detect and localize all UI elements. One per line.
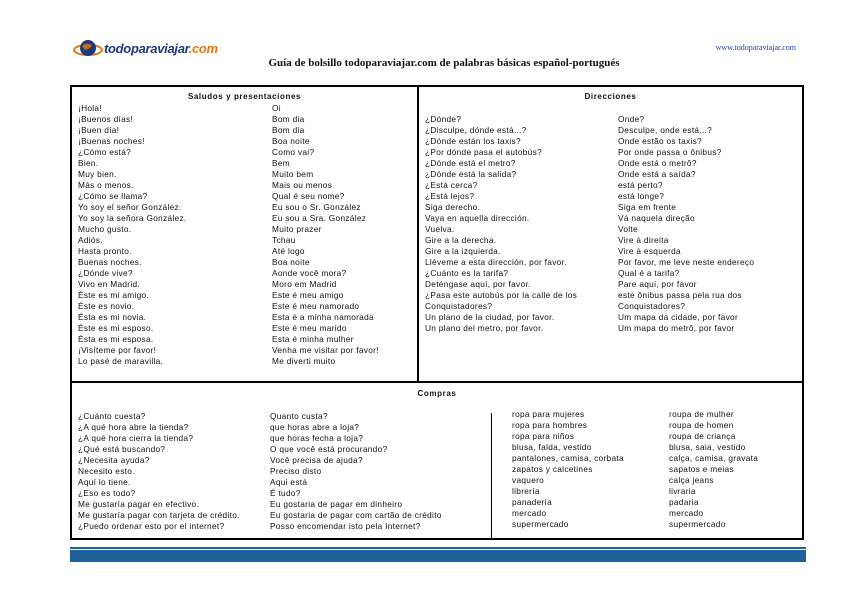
phrase-item: Este é meu amigo xyxy=(272,290,344,300)
logo-text[interactable]: todoparaviajar.com xyxy=(104,41,218,56)
phrase-item: Um mapa do metrô, por favor xyxy=(618,323,735,333)
site-url-link[interactable]: www.todoparaviajar.com xyxy=(715,43,796,52)
phrase-item: calça, camisa, gravata xyxy=(669,453,759,463)
phrase-item: Qual é a tarifa? xyxy=(618,268,680,278)
phrase-item: Necesito esto. xyxy=(78,466,135,476)
phrase-item: Boa noite xyxy=(272,136,310,146)
phrase-item: pantalones, camisa, corbata xyxy=(512,453,624,463)
phrase-item: Buenas noches. xyxy=(78,257,142,267)
phrase-item: Este é meu marido xyxy=(272,323,347,333)
phrase-item: Lo pasé de maravilla. xyxy=(78,356,164,366)
phrase-item: Bem xyxy=(272,158,290,168)
compras-items-portuguese-list xyxy=(669,409,758,530)
phrase-item: É tudo? xyxy=(270,488,301,498)
phrase-item: Qual é seu nome? xyxy=(272,191,345,201)
phrase-item: ¿Por dónde pasa el autobús? xyxy=(425,147,542,157)
phrase-item: Siga em frente xyxy=(618,202,677,212)
section-title-saludos: Saludos y presentaciones xyxy=(187,92,302,101)
phrase-item: Bom dia xyxy=(272,114,305,124)
phrase-item: ¿Cómo se llama? xyxy=(78,191,148,201)
phrase-item: Onde estão os taxis? xyxy=(618,136,702,146)
phrase-item: está longe? xyxy=(618,191,665,201)
phrase-item: ¿Cuánto es la tarifa? xyxy=(425,268,509,278)
phrase-item: Eu gostaria de pagar em dinheiro xyxy=(270,499,403,509)
phrase-item: Bom dia xyxy=(272,125,305,135)
compras-portuguese-list xyxy=(270,411,442,532)
phrase-item: ropa para mujeres xyxy=(512,409,585,419)
phrase-item: Aquí lo tiene. xyxy=(78,477,131,487)
row-divider xyxy=(72,381,802,383)
phrase-item: ¿Dónde está la salida? xyxy=(425,169,517,179)
phrase-item: ¿Dónde? xyxy=(425,114,462,124)
phrase-item: ¿Puedo ordenar esto por el internet? xyxy=(78,521,225,531)
phrase-item: Tchau xyxy=(272,235,296,245)
phrase-item: panadería xyxy=(512,497,553,507)
saludos-portuguese-list xyxy=(272,103,379,367)
phrase-item: Vuelva. xyxy=(425,224,455,234)
phrase-item: Aonde você mora? xyxy=(272,268,347,278)
phrase-item: Quanto custa? xyxy=(270,411,328,421)
phrase-item: Me gustaría pagar en efectivo. xyxy=(78,499,200,509)
phrase-item: ¿Qué está buscando? xyxy=(78,444,166,454)
phrase-item: Mucho gusto. xyxy=(78,224,132,234)
phrase-item: ¿Dónde está el metro? xyxy=(425,158,516,168)
phrase-item: Preciso disto xyxy=(270,466,322,476)
phrase-item: ¿Pasa este autobús por la calle de los xyxy=(425,290,578,300)
phrase-item: roupa de homen xyxy=(669,420,734,430)
phrase-item: Muy bien. xyxy=(78,169,117,179)
phrase-item: Yo soy el señor González. xyxy=(78,202,182,212)
phrase-item: Un plano de la ciudad, por favor. xyxy=(425,312,555,322)
phrase-item: blusa, saia, vestido xyxy=(669,442,746,452)
phrase-item: está perto? xyxy=(618,180,663,190)
phrase-item: Éste es mi amigo. xyxy=(78,290,150,300)
phrase-item: Me gustaría pagar con tarjeta de crédito. xyxy=(78,510,240,520)
phrase-item: Vire à esquerda xyxy=(618,246,681,256)
phrase-item: Eu sou o Sr. González xyxy=(272,202,361,212)
phrase-item: Conquistadores? xyxy=(425,301,493,311)
phrase-item: blusa, falda, vestido xyxy=(512,442,592,452)
phrase-item: ¿A qué hora cierra la tienda? xyxy=(78,433,194,443)
phrase-item: Llévеme a esta dirección, por favor. xyxy=(425,257,567,267)
phrase-item: padaria xyxy=(669,497,699,507)
phrase-item: Um mapa da cidade, por favor xyxy=(618,312,739,322)
section-title-compras: Compras xyxy=(417,389,457,398)
phrase-item: Vá naquela direção xyxy=(618,213,695,223)
phrase-item: Onde? xyxy=(618,114,645,124)
phrase-item: Moro em Madrid xyxy=(272,279,337,289)
phrase-item: ¿Dónde vive? xyxy=(78,268,133,278)
phrase-item: livraria xyxy=(669,486,696,496)
section-title-direcciones: Direcciones xyxy=(584,92,637,101)
saludos-spanish-list xyxy=(78,103,187,367)
phrase-item: roupa de mulher xyxy=(669,409,734,419)
phrase-item: Onde está a saída? xyxy=(618,169,696,179)
phrase-item: mercado xyxy=(512,508,547,518)
phrase-item: ¿Necesita ayuda? xyxy=(78,455,150,465)
phrase-item: Onde está o metrô? xyxy=(618,158,697,168)
phrase-item: Éste es novio. xyxy=(78,301,135,311)
page-title: Guía de bolsillo todoparaviajar.com de palabras básicas español-portugués xyxy=(268,57,620,69)
direcciones-portuguese-list xyxy=(618,114,754,334)
phrase-item: Gire a la izquierda. xyxy=(425,246,501,256)
phrase-item: zapatos y calcetines xyxy=(512,464,593,474)
phrase-item: Boa noite xyxy=(272,257,310,267)
phrase-item: Até logo xyxy=(272,246,305,256)
phrase-item: Me diverti muito xyxy=(272,356,336,366)
phrase-item: ¿Cómo está? xyxy=(78,147,132,157)
column-divider xyxy=(417,87,419,383)
compras-divider xyxy=(491,413,492,539)
phrase-item: Posso encomendar isto pela Internet? xyxy=(270,521,421,531)
phrase-item: Eu gostaria de pagar com cartão de crédito xyxy=(270,510,442,520)
phrase-item: roupa de criança xyxy=(669,431,736,441)
phrase-item: librería xyxy=(512,486,540,496)
phrase-item: ropa para niños xyxy=(512,431,575,441)
phrase-item: ¿Dónde están los taxis? xyxy=(425,136,521,146)
phrase-item: Gire a la derecha. xyxy=(425,235,497,245)
phrase-item: Venha me visitar por favor! xyxy=(272,345,379,355)
phrase-item: vaquero xyxy=(512,475,545,485)
phrase-item: supermercado xyxy=(669,519,726,529)
phrase-item: Este é meu namorado xyxy=(272,301,360,311)
phrase-item: Mais ou menos xyxy=(272,180,333,190)
phrase-item: ¡Hola! xyxy=(78,103,102,113)
phrase-item: Volte xyxy=(618,224,638,234)
phrase-item: Esta é a minha namorada xyxy=(272,312,374,322)
phrase-item: Bien. xyxy=(78,158,99,168)
phrase-item: Vivo en Madrid. xyxy=(78,279,140,289)
phrase-item: Eu sou a Sra. González xyxy=(272,213,367,223)
compras-spanish-list xyxy=(78,411,240,532)
phrase-item: ropa para hombres xyxy=(512,420,588,430)
phrase-item: que horas fecha a loja? xyxy=(270,433,364,443)
phrase-item: Ésta es mi esposa. xyxy=(78,334,154,344)
phrase-item: Desculpe, onde está...? xyxy=(618,125,713,135)
phrase-item: este ônibus passa pela rua dos xyxy=(618,290,742,300)
phrase-item: Yo soy la señora González. xyxy=(78,213,187,223)
phrase-item: Deténgase aquí, por favor. xyxy=(425,279,531,289)
phrase-item: Muito bem xyxy=(272,169,314,179)
phrase-item: Por favor, me leve neste endereço xyxy=(618,257,755,267)
phrase-item: Vire à direita xyxy=(618,235,669,245)
phrase-item: Pare aqui, por favor xyxy=(618,279,697,289)
phrase-item: Éste es mi esposo. xyxy=(78,323,154,333)
compras-items-spanish-list xyxy=(512,409,624,530)
phrase-item: Un plano del metro, por favor. xyxy=(425,323,544,333)
phrase-item: O que você está procurando? xyxy=(270,444,388,454)
phrase-item: ¿Eso es todo? xyxy=(78,488,136,498)
footer-bar xyxy=(70,550,806,562)
phrase-item: Hasta pronto. xyxy=(78,246,132,256)
phrase-item: Más o menos. xyxy=(78,180,134,190)
phrase-item: calça jeans xyxy=(669,475,714,485)
phrase-item: ¡Buenos días! xyxy=(78,114,134,124)
phrase-item: ¿A qué hora abre la tienda? xyxy=(78,422,189,432)
phrase-item: Oi xyxy=(272,103,281,113)
phrase-item: ¿Disculpe, dónde está...? xyxy=(425,125,527,135)
phrase-item: Muito prazer xyxy=(272,224,322,234)
phrase-item: Ésta es mi novia. xyxy=(78,312,147,322)
phrase-item: ¡Buenas noches! xyxy=(78,136,145,146)
phrase-item: Vaya en aquella dirección. xyxy=(425,213,530,223)
direcciones-spanish-list xyxy=(425,114,577,334)
phrase-item: que horas abre a loja? xyxy=(270,422,360,432)
phrase-item: ¿Está lejos? xyxy=(425,191,475,201)
phrase-item: Aqui está xyxy=(270,477,308,487)
phrase-item: ¡Visíteme por favor! xyxy=(78,345,157,355)
phrase-item: Você precisa de ajuda? xyxy=(270,455,363,465)
phrase-item: Adiós. xyxy=(78,235,103,245)
phrase-item: Por onde passa o ônibus? xyxy=(618,147,722,157)
phrase-item: mercado xyxy=(669,508,704,518)
phrase-item: supermercado xyxy=(512,519,569,529)
phrase-item: Siga derecho. xyxy=(425,202,481,212)
phrase-item: ¿Cuánto cuesta? xyxy=(78,411,146,421)
vocabulary-table xyxy=(70,85,804,540)
phrase-item: Como vai? xyxy=(272,147,315,157)
footer-line xyxy=(70,547,806,549)
phrase-item: Conquistadores? xyxy=(618,301,686,311)
phrase-item: ¿Está cerca? xyxy=(425,180,478,190)
phrase-item: ¡Buen día! xyxy=(78,125,120,135)
phrase-item: Esta é minha mulher xyxy=(272,334,354,344)
phrase-item: sapatos e meias xyxy=(669,464,734,474)
